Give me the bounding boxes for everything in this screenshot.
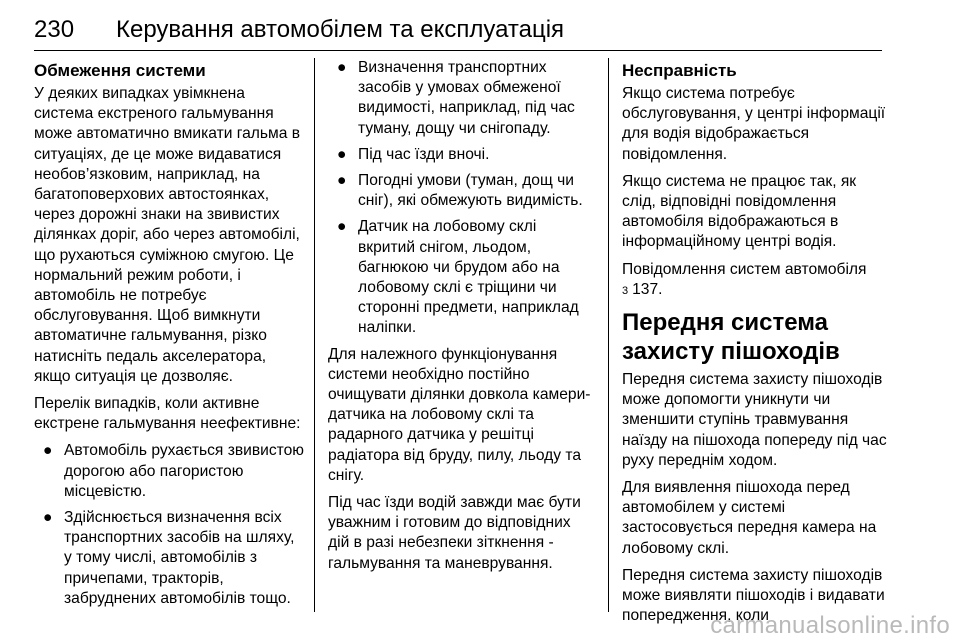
page-reference-link[interactable]: 137.	[632, 280, 663, 298]
bullet-list	[328, 58, 596, 339]
page-reference-icon: 3	[622, 284, 629, 297]
list-item	[328, 58, 596, 139]
bullet-icon: ●	[337, 172, 347, 190]
reference-text: Повідомлення систем автомобіля	[622, 260, 867, 278]
bullet-icon: ●	[43, 442, 53, 460]
paragraph: Для належного функціонування системи необхідно постійно очищувати ділянки довкола камери-датчика на лобовому склі та радарного датчика у решітці радіатора від бруду, пилу, льоду та снігу.	[328, 345, 591, 484]
paragraph: Передня система захисту пішоходів може виявляти пішоходів і видавати попередження, коли	[622, 566, 885, 625]
column-middle	[328, 58, 596, 581]
header-rule	[34, 50, 882, 51]
list-item-text: Автомобіль рухається звивистою дорогою або пагористою місцевістю.	[64, 442, 304, 500]
column-divider	[608, 58, 609, 612]
column-right	[622, 58, 892, 633]
paragraph: Для виявлення пішохода перед автомобілем у системі застосовується передня камера на лобовому склі.	[622, 479, 877, 557]
page-header	[34, 10, 882, 50]
list-item	[328, 171, 596, 211]
paragraph: У деяких випадках увімкнена система екстреного гальмування може автоматично вмикати гальма в ситуаціях, де це може видаватися необов’язковим, наприклад, на багатоповерхових автостоянках, через дорожні знаки на звивистих ділянках доріг, або через автомобілі, що рухаються суміжною смугою. Це нормальний режим роботи, і автомобіль не потребує обслуговування. Щоб вимкнути автоматичне гальмування, різко натисніть педаль акселератора, якщо ситуація це дозволяє.	[34, 85, 301, 385]
list-item	[328, 145, 596, 165]
bullet-icon: ●	[337, 59, 347, 76]
bullet-icon: ●	[337, 218, 347, 236]
paragraph: Якщо система потребує обслуговування, у центрі інформації для водія відображається повідомлення.	[622, 85, 886, 163]
paragraph: Перелік випадків, коли активне екстрене гальмування неефективне:	[34, 395, 301, 433]
list-item-text: Датчик на лобовому склі вкритий снігом, льодом, багнюкою чи брудом або на лобовому склі є тріщини чи сторонні предмети, наприклад наліпки.	[358, 218, 579, 337]
paragraph-with-reference	[622, 260, 892, 301]
list-item-text: Під час їзди вночі.	[358, 145, 490, 163]
page-number: 230	[34, 16, 75, 43]
column-left	[34, 58, 306, 615]
list-item	[34, 508, 306, 609]
section-heading-limitations: Обмеження системи	[34, 61, 206, 80]
bullet-icon: ●	[337, 145, 347, 163]
paragraph: Якщо система не працює так, як слід, відповідні повідомлення автомобіля відображаються в інформаційному центрі водія.	[622, 172, 857, 251]
watermark: carmanualsonline.info	[710, 612, 950, 639]
paragraph: Під час їзди водій завжди має бути уважним і готовим до відповідних дій в разі небезпеки зіткнення - гальмування та маневрування.	[328, 494, 581, 572]
bullet-list	[34, 441, 306, 609]
list-item-text: Погодні умови (туман, дощ чи сніг), які обмежують видимість.	[358, 172, 583, 210]
list-item	[34, 441, 306, 502]
chapter-title: Керування автомобілем та експлуатація	[116, 16, 565, 43]
column-divider	[314, 58, 315, 612]
paragraph: Передня система захисту пішоходів може допомогти уникнути чи зменшити ступінь травмування наїзду на пішохода попереду під час руху переднім ходом.	[622, 371, 887, 469]
section-heading-malfunction: Несправність	[622, 61, 737, 80]
bullet-icon: ●	[43, 509, 53, 527]
list-item-text: Визначення транспортних засобів у умовах обмеженої видимості, наприклад, під час туману, дощу чи снігопаду.	[358, 59, 575, 137]
section-title-pedestrian-protection: Передня система захисту пішоходів	[622, 309, 840, 366]
list-item-text: Здійснюється визначення всіх транспортних засобів на шляху, у тому числі, автомобілів з причепами, тракторів, забруднених автомобілів тощо.	[64, 509, 295, 607]
list-item	[328, 217, 596, 338]
